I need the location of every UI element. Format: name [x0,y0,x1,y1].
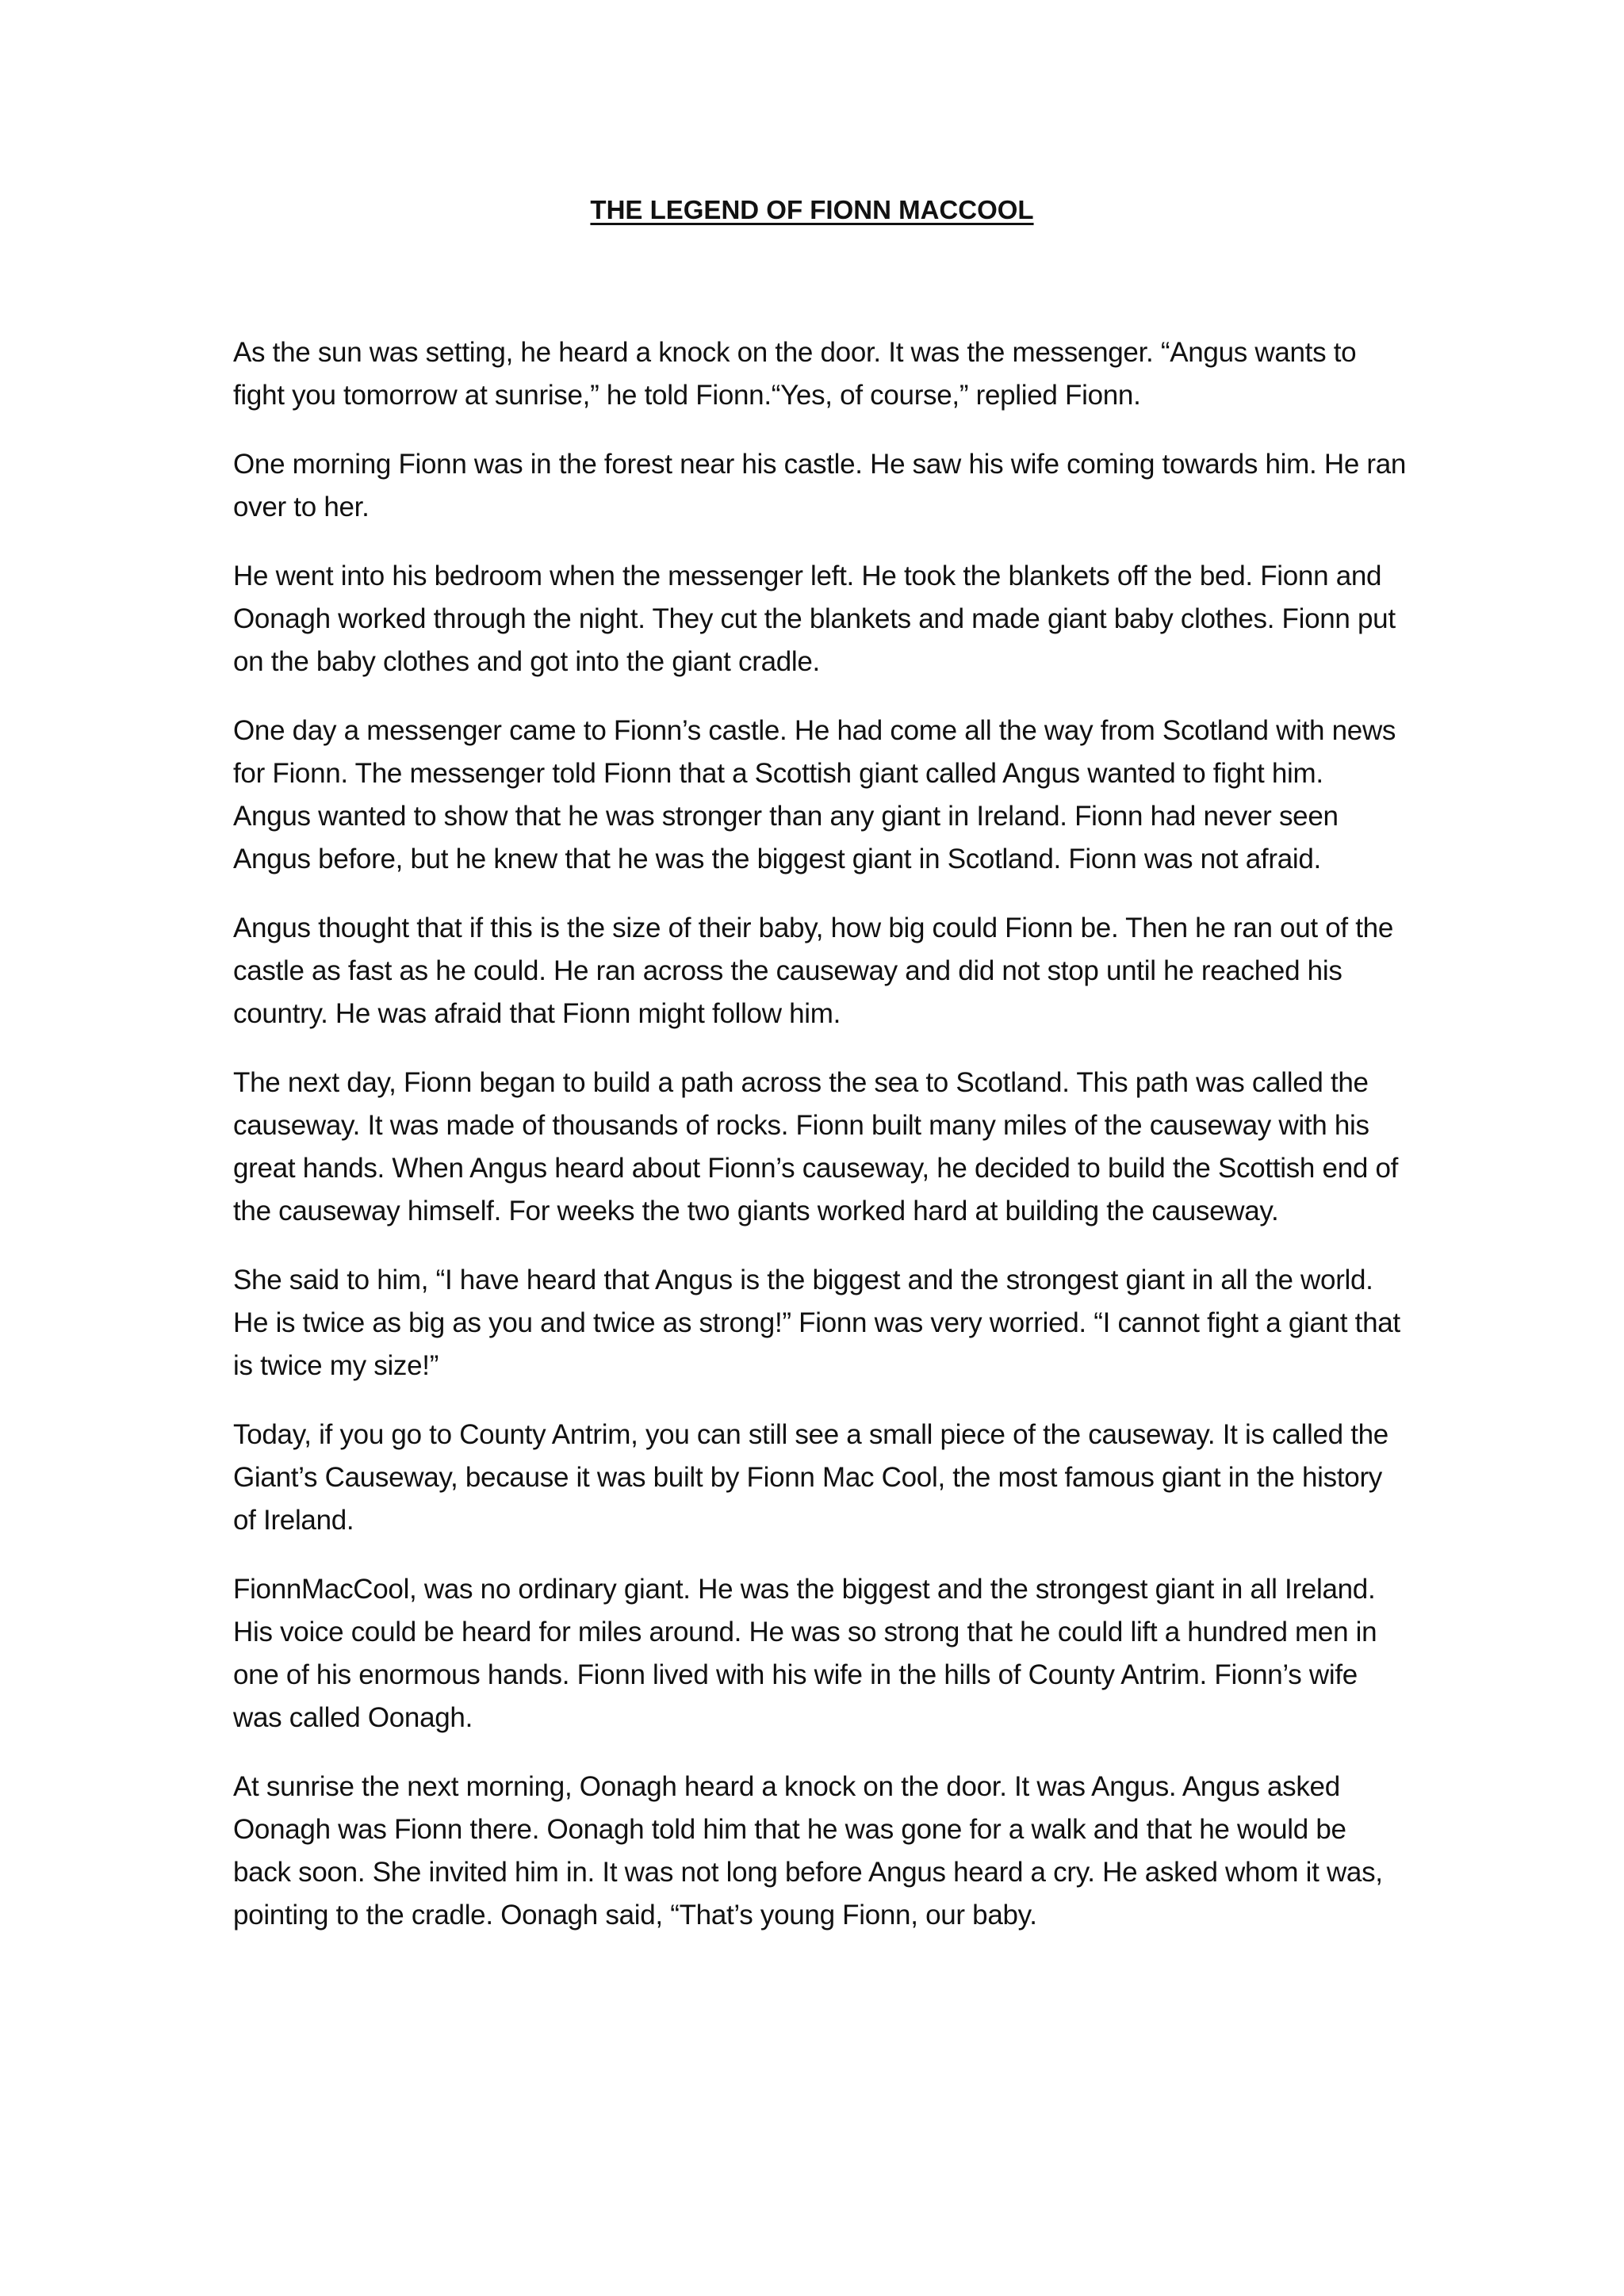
paragraph: One day a messenger came to Fionn’s castle. He had come all the way from Scotland with news for Fionn. The messenger told Fionn that a Scottish giant called Angus wanted to fight him. Angus wanted to show that he was stronger than any giant in Ireland. Fionn had never seen Angus before, but he knew that he was the biggest giant in Scotland. Fionn was not afraid. [233,715,1396,874]
paragraph: The next day, Fionn began to build a path across the sea to Scotland. This path was called the causeway. It was made of thousands of rocks. Fionn built many miles of the causeway with his great hands. When Angus heard about Fionn’s causeway, he decided to build the Scottish end of the causeway himself. For weeks the two giants worked hard at building the causeway. [233,1067,1399,1226]
paragraph: Angus thought that if this is the size of their baby, how big could Fionn be. Then he ran out of the castle as fast as he could. He ran across the causeway and did not stop until he reached his country. He was afraid that Fionn might follow him. [233,913,1393,1029]
paragraph: FionnMacCool, was no ordinary giant. He was the biggest and the strongest giant in all Ireland. His voice could be heard for miles around. He was so strong that he could lift a hundred men in one of his enormous hands. Fionn lived with his wife in the hills of County Antrim. Fionn’s wife was called Oonagh. [233,1574,1377,1733]
paragraph: As the sun was setting, he heard a knock on the door. It was the messenger. “Angus wants to fight you tomorrow at sunrise,” he told Fionn.“Yes, of course,” replied Fionn. [233,337,1357,411]
paragraph: One morning Fionn was in the forest near his castle. He saw his wife coming towards him. He ran over to her. [233,449,1407,522]
document-body [233,331,1407,1963]
paragraph: At sunrise the next morning, Oonagh heard a knock on the door. It was Angus. Angus asked Oonagh was Fionn there. Oonagh told him that he was gone for a walk and that he would be back soon. She invited him in. It was not long before Angus heard a cry. He asked whom it was, pointing to the cradle. Oonagh said, “That’s young Fionn, our baby. [233,1771,1383,1931]
paragraph: Today, if you go to County Antrim, you can still see a small piece of the causeway. It is called the Giant’s Causeway, because it was built by Fionn Mac Cool, the most famous giant in the history of Ireland. [233,1419,1388,1536]
paragraph: He went into his bedroom when the messenger left. He took the blankets off the bed. Fionn and Oonagh worked through the night. They cut the blankets and made giant baby clothes. Fionn put on the baby clothes and got into the giant cradle. [233,561,1396,677]
document-title: THE LEGEND OF FIONN MACCOOL [590,195,1034,224]
paragraph: She said to him, “I have heard that Angus is the biggest and the strongest giant in all the world. He is twice as big as you and twice as strong!” Fionn was very worried. “I cannot fight a giant that is twice my size!” [233,1265,1400,1381]
